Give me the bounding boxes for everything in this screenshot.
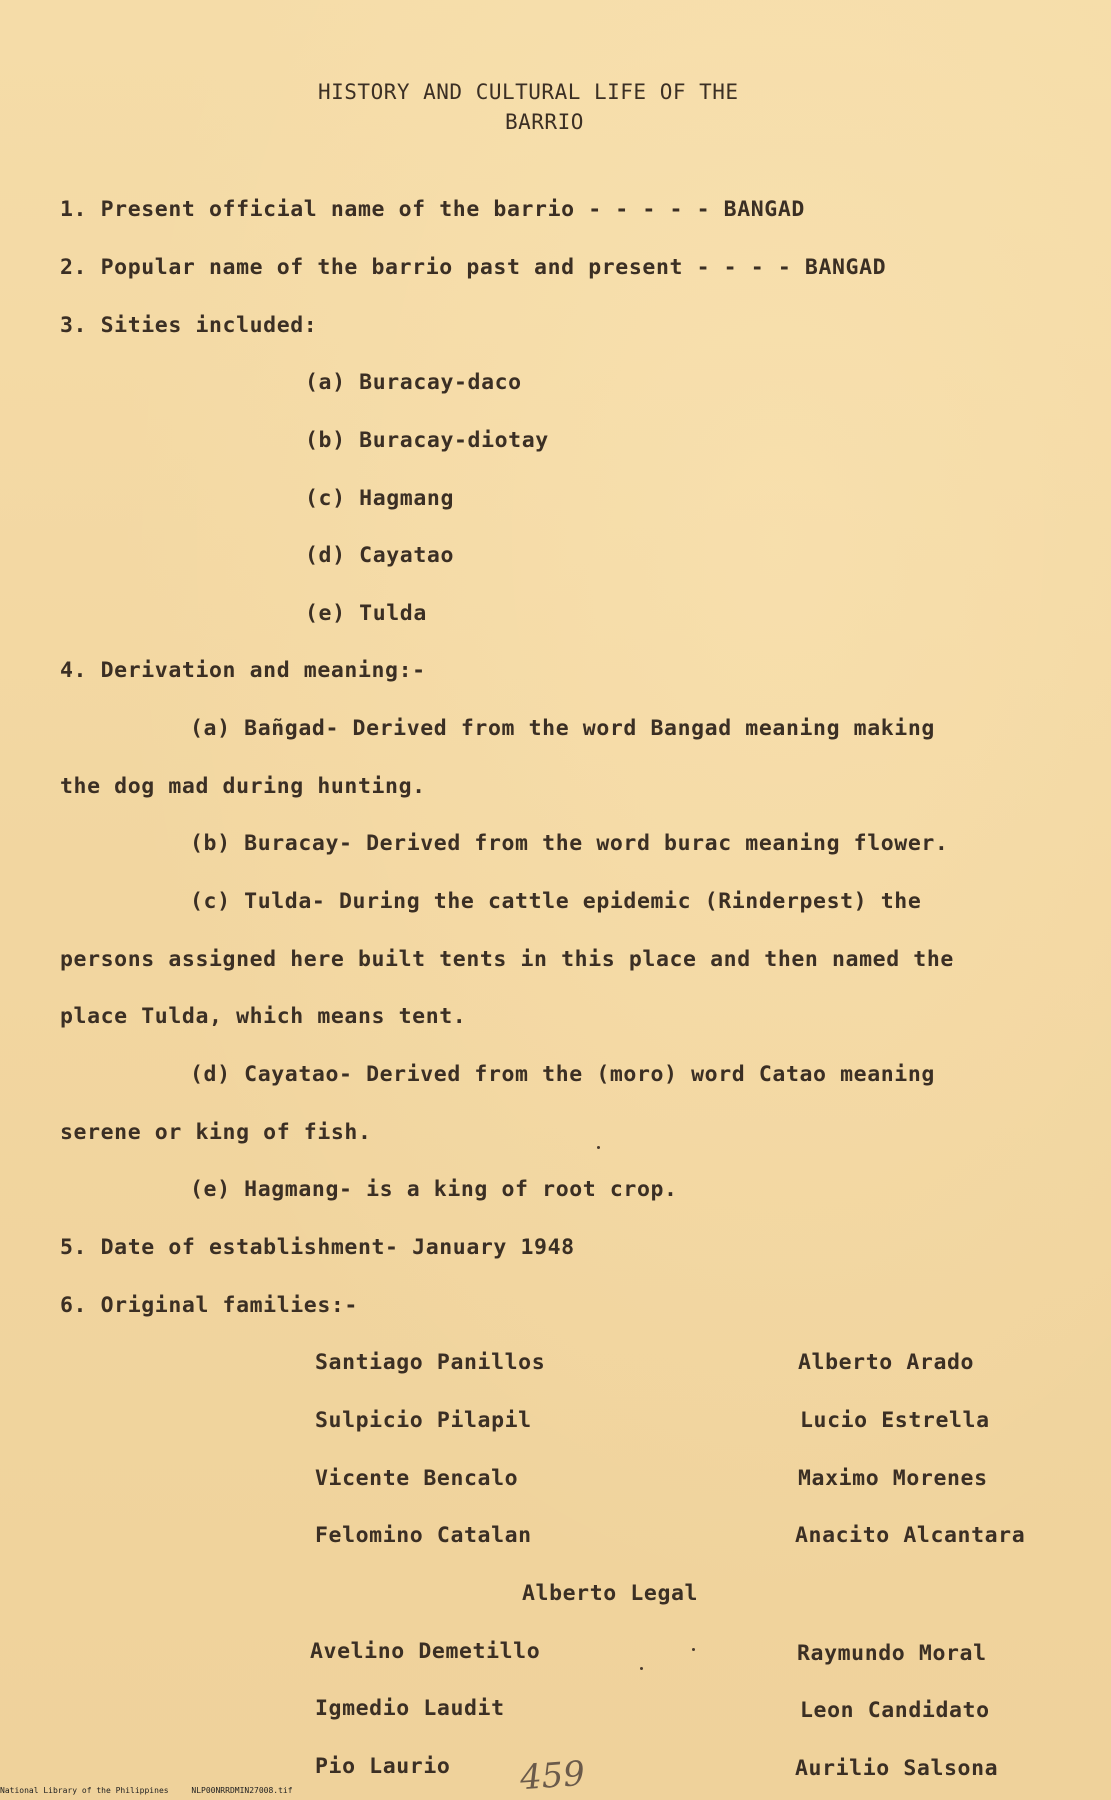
- family-name: Santiago Panillos: [315, 1350, 546, 1375]
- derivation-a-line2: the dog mad during hunting.: [60, 774, 426, 799]
- bleed-through-text: [20, 55, 34, 79]
- family-name-center: Alberto Legal: [522, 1581, 699, 1606]
- family-name: Anacito Alcantara: [795, 1523, 1026, 1548]
- page-title-line2: BARRIO: [505, 110, 584, 134]
- family-name: Raymundo Moral: [797, 1641, 987, 1666]
- derivation-e-line1: (e) Hagmang- is a king of root crop.: [190, 1177, 678, 1202]
- sitio-d: (d) Cayatao: [305, 543, 454, 568]
- derivation-a-line1: (a) Bañgad- Derived from the word Bangad meaning making: [190, 716, 935, 741]
- handwritten-page-number: 459: [518, 1753, 587, 1799]
- derivation-c-line1: (c) Tulda- During the cattle epidemic (Rinderpest) the: [190, 889, 922, 914]
- sitio-c: (c) Hagmang: [305, 486, 454, 511]
- family-name: Aurilio Salsona: [795, 1756, 999, 1781]
- derivation-c-line3: place Tulda, which means tent.: [60, 1004, 467, 1029]
- item-5-establishment-date: 5. Date of establishment- January 1948: [60, 1235, 575, 1260]
- family-name: Vicente Bencalo: [315, 1466, 519, 1491]
- family-name: Avelino Demetillo: [310, 1639, 541, 1664]
- derivation-d-line2: serene or king of fish.: [60, 1120, 372, 1145]
- family-name: Leon Candidato: [800, 1698, 990, 1723]
- footer-file: NLP00NRRDMIN27008.tif: [191, 1786, 293, 1795]
- family-name: Pio Laurio: [315, 1754, 451, 1779]
- derivation-c-line2: persons assigned here built tents in this place and then named the: [60, 947, 954, 972]
- page-title-line1: HISTORY AND CULTURAL LIFE OF THE: [318, 80, 739, 104]
- derivation-d-line1: (d) Cayatao- Derived from the (moro) word Catao meaning: [190, 1062, 935, 1087]
- ink-speck: [597, 1146, 600, 1149]
- derivation-b-line1: (b) Buracay- Derived from the word burac meaning flower.: [190, 831, 949, 856]
- scan-footer: [0, 1786, 311, 1795]
- item-3-sitios-heading: 3. Sities included:: [60, 313, 318, 338]
- ink-speck: [692, 1648, 695, 1651]
- family-name: Lucio Estrella: [800, 1408, 990, 1433]
- family-name: Maximo Morenes: [798, 1466, 988, 1491]
- family-name: Alberto Arado: [798, 1350, 975, 1375]
- family-name: Felomino Catalan: [315, 1523, 532, 1548]
- ink-speck: [640, 1667, 643, 1670]
- family-name: Igmedio Laudit: [315, 1696, 505, 1721]
- item-6-original-families-heading: 6. Original families:-: [60, 1293, 358, 1318]
- family-name: Sulpicio Pilapil: [315, 1408, 532, 1433]
- sitio-e: (e) Tulda: [305, 601, 427, 626]
- item-4-derivation-heading: 4. Derivation and meaning:-: [60, 658, 426, 683]
- footer-library: National Library of the Philippines: [0, 1786, 169, 1795]
- sitio-a: (a) Buracay-daco: [305, 370, 522, 395]
- sitio-b: (b) Buracay-diotay: [305, 428, 549, 453]
- item-2-popular-name: 2. Popular name of the barrio past and present - - - - BANGAD: [60, 255, 887, 280]
- item-1-official-name: 1. Present official name of the barrio - - - - - BANGAD: [60, 197, 805, 222]
